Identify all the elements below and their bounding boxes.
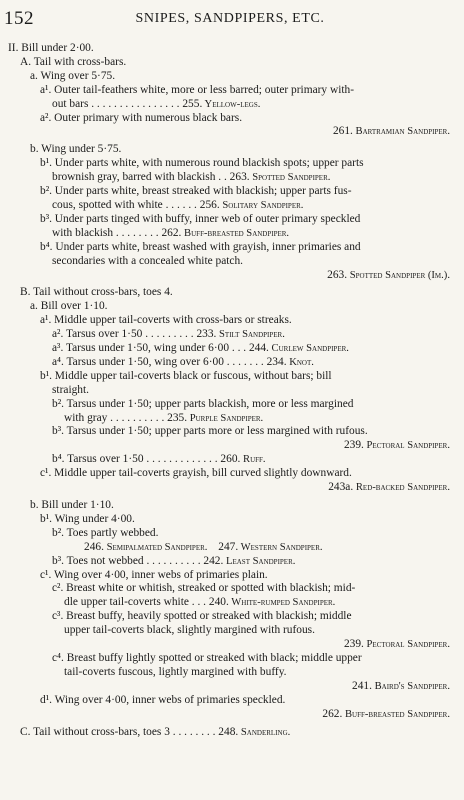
species-name: Buff-breasted Sandpiper. [342, 708, 450, 720]
key-text: c³. Breast buffy, heavily spotted or streaked with blackish; middle [52, 610, 352, 623]
key-text: a¹. Outer tail-feathers white, more or less barred; outer primary with- [40, 83, 355, 96]
key-text: b. Bill under 1·10. [30, 499, 114, 511]
key-text: a³. Tarsus under 1·50, wing under 6·00 . . . 244. [52, 342, 269, 355]
key-text: 262. [322, 707, 343, 720]
key-line [8, 726, 450, 740]
species-name: Ruff. [240, 454, 266, 466]
key-line [8, 652, 450, 666]
species-name: Baird's Sandpiper. [371, 680, 450, 692]
key-text: with blackish . . . . . . . . 262. [52, 226, 182, 239]
key-line [8, 157, 450, 171]
key-text: c². Breast white or whitish, streaked or spotted with blackish; mid- [52, 582, 356, 595]
species-name: Stilt Sandpiper. [216, 329, 285, 341]
key-text: b³. Tarsus under 1·50; upper parts more or less margined with rufous. [52, 425, 368, 438]
key-line [8, 84, 450, 98]
key-text: d¹. Wing over 4·00, inner webs of primaries speckled. [40, 693, 286, 706]
key-line [8, 255, 450, 269]
species-name: Western Sandpiper. [238, 541, 323, 553]
key-text: b². Toes partly webbed. [52, 526, 159, 539]
key-line [8, 610, 450, 624]
identification-key [8, 42, 450, 739]
key-line [8, 42, 450, 56]
key-line [8, 398, 450, 412]
key-text: 261. [332, 125, 353, 138]
species-name: Buff-breasted Sandpiper. [181, 227, 290, 239]
key-text: c¹. Wing over 4·00, inner webs of primaries plain. [40, 568, 268, 581]
key-text: a⁴. Tarsus under 1·50, wing over 6·00 . . . . . . . 234. [52, 355, 287, 368]
species-name: Purple Sandpiper. [187, 412, 264, 424]
key-line [8, 694, 450, 708]
key-line [8, 70, 450, 84]
key-text: 239. [343, 439, 364, 452]
key-line [8, 314, 450, 328]
key-text: straight. [52, 383, 90, 396]
key-text: b. Wing under 5·75. [30, 143, 122, 156]
key-line [8, 439, 450, 453]
key-line [8, 199, 450, 213]
key-line [8, 541, 450, 555]
species-name: Pectoral Sandpiper. [363, 639, 450, 651]
key-line [8, 666, 450, 680]
key-line [8, 269, 450, 283]
key-text: a. Bill over 1·10. [30, 300, 108, 313]
key-line [8, 112, 450, 126]
key-text: with gray . . . . . . . . . . 235. [64, 411, 188, 424]
key-text: b². Tarsus under 1·50; upper parts blackish, more or less margined [52, 397, 354, 410]
key-line [8, 286, 450, 300]
key-text: tail-coverts fuscous, lightly margined with buffy. [64, 665, 287, 678]
key-text: 263. [327, 268, 348, 281]
species-name: Curlew Sandpiper. [268, 343, 349, 355]
species-name: Yellow-legs. [202, 98, 261, 110]
key-text: a². Outer primary with numerous black bars. [40, 111, 243, 124]
key-text: c¹. Middle upper tail-coverts grayish, bill curved slightly downward. [40, 467, 352, 480]
key-line [8, 125, 450, 139]
key-text: b⁴. Under parts white, breast washed with grayish, inner primaries and [40, 240, 361, 253]
key-text: a¹. Middle upper tail-coverts with cross-bars or streaks. [40, 314, 292, 327]
key-line [8, 143, 450, 157]
key-text: A. Tail with cross-bars. [20, 55, 127, 68]
key-text: b². Under parts white, breast streaked with blackish; upper parts fus- [40, 185, 352, 198]
species-name: Sanderling. [238, 726, 291, 738]
key-text: 239. [343, 638, 364, 651]
key-text: c⁴. Breast buffy lightly spotted or streaked with black; middle upper [52, 651, 362, 664]
key-line [8, 582, 450, 596]
key-line [8, 596, 450, 610]
key-line [8, 527, 450, 541]
key-line [8, 370, 450, 384]
key-line [8, 708, 450, 722]
key-text: brownish gray, barred with blackish . . 263. [52, 171, 250, 184]
key-text: cous, spotted with white . . . . . . 256. [52, 198, 220, 211]
key-line [8, 98, 450, 112]
key-line [8, 499, 450, 513]
key-line [8, 467, 450, 481]
species-name: Solitary Sandpiper. [219, 199, 304, 211]
key-line [8, 453, 450, 467]
key-text: C. Tail without cross-bars, toes 3 . . . . . . . . 248. [20, 725, 239, 738]
key-line [8, 624, 450, 638]
key-text: 246. [84, 540, 104, 553]
key-text: secondaries with a concealed white patch. [52, 254, 244, 267]
key-text: b¹. Middle upper tail-coverts black or fuscous, without bars; bill [40, 369, 332, 382]
page-number: 152 [4, 8, 34, 29]
key-text: b³. Toes not webbed . . . . . . . . . . 242. [52, 554, 224, 567]
key-line [8, 384, 450, 398]
key-text: upper tail-coverts black, slightly margined with rufous. [64, 624, 315, 637]
key-text: dle upper tail-coverts white . . . 240. [64, 596, 229, 609]
species-name: Pectoral Sandpiper. [363, 440, 450, 452]
key-text: b¹. Wing under 4·00. [40, 512, 135, 525]
key-text: B. Tail without cross-bars, toes 4. [20, 286, 173, 299]
key-line [8, 56, 450, 70]
species-name: White-rumped Sandpiper. [228, 597, 336, 609]
key-line [8, 227, 450, 241]
key-text: 247. [215, 540, 239, 553]
key-text: 243a. [328, 481, 354, 494]
key-line [8, 481, 450, 495]
key-line [8, 569, 450, 583]
key-line [8, 356, 450, 370]
key-line [8, 171, 450, 185]
key-line [8, 425, 450, 439]
key-line [8, 513, 450, 527]
key-text: II. Bill under 2·00. [8, 42, 94, 54]
species-name: Least Sandpiper. [223, 555, 296, 567]
key-line [8, 328, 450, 342]
species-name: Spotted Sandpiper (Im.). [347, 269, 450, 281]
key-line [8, 213, 450, 227]
key-text: b⁴. Tarsus over 1·50 . . . . . . . . . . . . . 260. [52, 453, 241, 466]
species-name: Red-backed Sandpiper. [353, 482, 450, 494]
species-name: Spotted Sandpiper. [249, 172, 331, 184]
key-line [8, 638, 450, 652]
key-text: 241. [352, 679, 372, 692]
key-line [8, 680, 450, 694]
key-line [8, 300, 450, 314]
key-line [8, 342, 450, 356]
running-title: SNIPES, SANDPIPERS, ETC. [135, 11, 325, 26]
key-text: b¹. Under parts white, with numerous round blackish spots; upper parts [40, 157, 364, 170]
key-text: a². Tarsus over 1·50 . . . . . . . . . 233. [52, 328, 217, 341]
key-text: a. Wing over 5·75. [30, 69, 116, 82]
key-line [8, 185, 450, 199]
species-name: Bartramian Sandpiper. [352, 126, 450, 138]
key-line [8, 412, 450, 426]
key-text: b³. Under parts tinged with buffy, inner web of outer primary speckled [40, 212, 361, 225]
running-header [4, 8, 456, 30]
key-text: out bars . . . . . . . . . . . . . . . . 255. [52, 97, 203, 110]
key-line [8, 241, 450, 255]
species-name: Semipalmated Sandpiper. [103, 541, 208, 553]
key-line [8, 555, 450, 569]
species-name: Knot. [286, 356, 314, 368]
